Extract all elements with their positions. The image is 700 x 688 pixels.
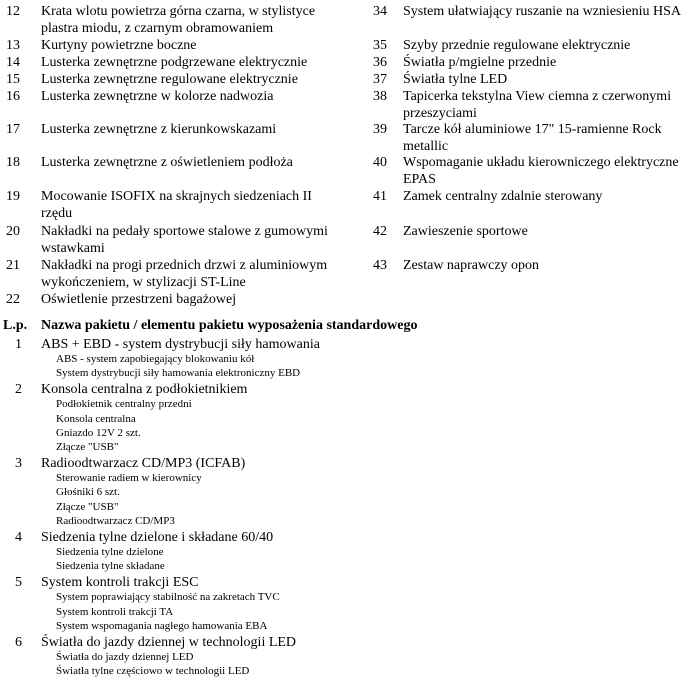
- item-label: EPAS: [403, 172, 436, 187]
- item-number: 12: [6, 4, 20, 19]
- item-label: Zawieszenie sportowe: [403, 224, 528, 239]
- package-element: System dystrybucji siły hamowania elektroniczny EBD: [56, 367, 301, 380]
- item-label: Światła p/mgielne przednie: [403, 55, 557, 70]
- package-element: Podłokietnik centralny przedni: [56, 398, 192, 411]
- item-label: plastra miodu, z czarnym obramowaniem: [41, 21, 274, 36]
- package-number: 4: [15, 530, 22, 545]
- item-number: 36: [373, 55, 387, 70]
- item-number: 41: [373, 189, 387, 204]
- item-label: Nakładki na pedały sportowe stalowe z gumowymi: [41, 224, 328, 239]
- item-label: Światła tylne LED: [403, 72, 508, 87]
- package-name: ABS + EBD - system dystrybucji siły hamowania: [41, 337, 320, 352]
- package-element: Złącze "USB": [56, 441, 119, 453]
- package-element: Gniazdo 12V 2 szt.: [56, 426, 141, 439]
- item-number: 19: [6, 189, 20, 204]
- item-number: 40: [373, 155, 387, 170]
- packages-header-title: Nazwa pakietu / elementu pakietu wyposażenia standardowego: [41, 318, 418, 333]
- package-element: Złącze "USB": [56, 500, 119, 513]
- item-number: 38: [373, 89, 387, 104]
- item-number: 34: [373, 4, 387, 19]
- item-label: wykończeniem, w stylizacji ST-Line: [41, 275, 246, 290]
- package-name: Konsola centralna z podłokietnikiem: [41, 382, 248, 398]
- item-number: 39: [373, 122, 387, 137]
- package-element: Światła tylne częściowo w technologii LED: [56, 665, 250, 678]
- item-label: Lusterka zewnętrzne regulowane elektrycznie: [41, 72, 298, 87]
- item-number: 14: [6, 55, 20, 70]
- item-number: 37: [373, 72, 387, 87]
- package-number: 6: [15, 635, 22, 650]
- package-element: Głośniki 6 szt.: [56, 486, 120, 499]
- item-label: Szyby przednie regulowane elektrycznie: [403, 38, 631, 53]
- item-label: Tarcze kół aluminiowe 17" 15-ramienne Rock: [403, 122, 662, 137]
- package-element: System poprawiający stabilność na zakretach TVC: [56, 591, 280, 604]
- item-label: Lusterka zewnętrzne z kierunkowskazami: [41, 122, 277, 137]
- package-element: Radioodtwarzacz CD/MP3: [56, 514, 175, 527]
- item-number: 13: [6, 38, 20, 53]
- item-label: metallic: [403, 139, 449, 154]
- package-number: 2: [15, 382, 22, 398]
- item-label: System ułatwiający ruszanie na wzniesieniu HSA: [403, 4, 681, 19]
- package-element: System wspomagania nagłego hamowania EBA: [56, 619, 268, 632]
- item-number: 18: [6, 155, 20, 170]
- package-element: Światła do jazdy dziennej LED: [56, 651, 194, 663]
- item-label: Krata wlotu powietrza górna czarna, w stylistyce: [41, 4, 316, 19]
- item-label: Mocowanie ISOFIX na skrajnych siedzeniach II: [41, 189, 312, 204]
- item-label: rzędu: [41, 206, 73, 221]
- packages-header-lp: L.p.: [3, 318, 28, 333]
- package-element: System kontroli trakcji TA: [56, 605, 174, 618]
- item-label: Kurtyny powietrzne boczne: [41, 38, 197, 53]
- package-name: Siedzenia tylne dzielone i składane 60/40: [41, 530, 274, 545]
- package-name: Światła do jazdy dziennej w technologii LED: [41, 635, 297, 650]
- item-label: Oświetlenie przestrzeni bagażowej: [41, 292, 237, 307]
- item-number: 21: [6, 258, 20, 273]
- item-label: Tapicerka tekstylna View ciemna z czerwonymi: [403, 89, 672, 104]
- package-element: Konsola centralna: [56, 412, 136, 425]
- item-label: przeszyciami: [403, 106, 477, 121]
- item-number: 43: [373, 258, 387, 273]
- item-label: Lusterka zewnętrzne podgrzewane elektrycznie: [41, 55, 308, 70]
- package-name: System kontroli trakcji ESC: [41, 575, 199, 591]
- package-element: Sterowanie radiem w kierownicy: [56, 472, 202, 485]
- item-number: 17: [6, 122, 20, 137]
- item-label: Zestaw naprawczy opon: [403, 258, 540, 273]
- item-label: Lusterka zewnętrzne z oświetleniem podłoża: [41, 155, 293, 170]
- package-name: Radioodtwarzacz CD/MP3 (ICFAB): [41, 456, 246, 472]
- item-number: 15: [6, 72, 20, 87]
- package-number: 3: [15, 456, 22, 472]
- item-number: 35: [373, 38, 387, 53]
- item-label: Wspomaganie układu kierowniczego elektryczne: [403, 155, 679, 170]
- package-number: 5: [15, 575, 22, 591]
- item-label: wstawkami: [41, 241, 105, 256]
- package-element: Siedzenia tylne składane: [56, 560, 165, 573]
- item-label: Nakładki na progi przednich drzwi z aluminiowym: [41, 258, 328, 273]
- item-number: 16: [6, 89, 20, 104]
- item-number: 20: [6, 224, 20, 239]
- package-element: Siedzenia tylne dzielone: [56, 546, 164, 558]
- package-number: 1: [15, 337, 22, 352]
- package-element: ABS - system zapobiegający blokowaniu kół: [56, 353, 255, 365]
- item-label: Zamek centralny zdalnie sterowany: [403, 189, 603, 204]
- item-label: Lusterka zewnętrzne w kolorze nadwozia: [41, 89, 274, 104]
- item-number: 22: [6, 292, 20, 307]
- item-number: 42: [373, 224, 387, 239]
